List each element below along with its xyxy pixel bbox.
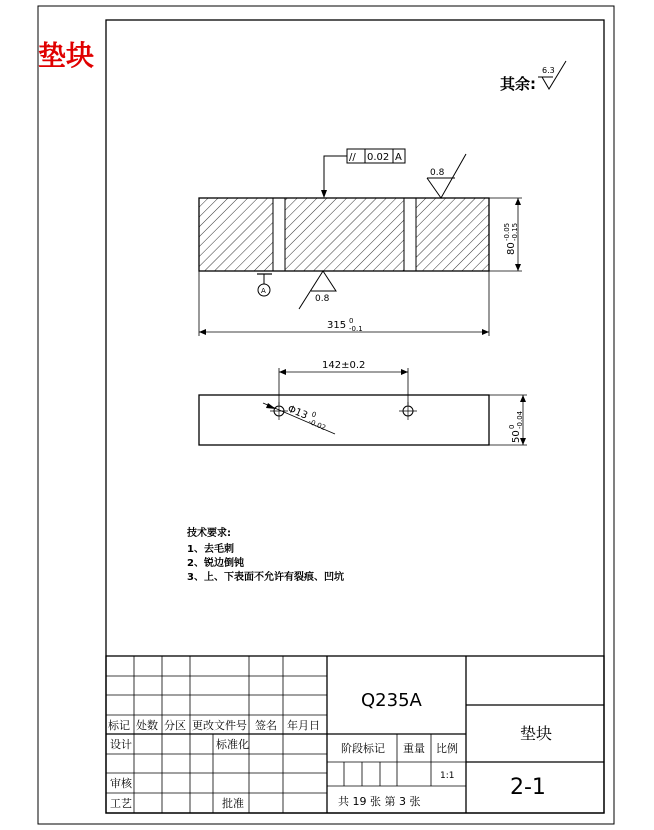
dim-hole-dia-nominal: Φ13 xyxy=(285,403,310,422)
title-block-text xyxy=(108,690,552,810)
tb-ratio: 比例 xyxy=(436,742,458,755)
top-view xyxy=(199,395,489,445)
hole-section-left xyxy=(273,198,285,271)
tech-req-item-3: 3、上、下表面不允许有裂痕、凹坑 xyxy=(187,572,344,583)
dim-length-nominal: 315 xyxy=(327,320,347,331)
dim-height-upper: -0.05 xyxy=(503,222,511,241)
dim-height-nominal: 80 xyxy=(506,242,517,255)
tb-review: 审核 xyxy=(110,777,132,790)
tb-part-name: 垫块 xyxy=(520,724,553,743)
roughness-top xyxy=(427,154,466,198)
tb-weight: 重量 xyxy=(403,742,425,755)
tb-scale: 1:1 xyxy=(440,771,455,781)
hole-section-right xyxy=(404,198,416,271)
dim-hole-dia-lower: -0.02 xyxy=(307,417,327,433)
dim-width-lower: -0.04 xyxy=(516,410,524,429)
roughness-note-value: 6.3 xyxy=(542,66,555,75)
dim-hole-dia xyxy=(263,401,335,434)
datum-a-symbol xyxy=(257,274,272,296)
tb-design: 设计 xyxy=(110,738,132,751)
roughness-bottom-value: 0.8 xyxy=(315,294,330,304)
tb-material: Q235A xyxy=(361,690,422,711)
inner-frame xyxy=(106,20,604,813)
datum-a-label: A xyxy=(261,287,266,295)
dim-height-lower: -0.15 xyxy=(511,222,519,241)
tb-process: 工艺 xyxy=(110,797,132,810)
dim-width-upper: 0 xyxy=(508,424,516,429)
roughness-note-label: 其余: xyxy=(500,75,536,93)
dim-length xyxy=(199,271,489,336)
flatness-datum: A xyxy=(395,152,402,163)
tb-sheets: 共 19 张 第 3 张 xyxy=(338,795,421,808)
tech-req-item-1: 1、去毛刺 xyxy=(187,544,234,555)
tb-drawing-no: 2-1 xyxy=(510,775,546,800)
flatness-callout xyxy=(321,149,405,198)
tb-stage-mark: 阶段标记 xyxy=(341,742,385,755)
front-view xyxy=(199,198,489,271)
corner-part-name: 垫块 xyxy=(38,39,95,72)
tb-standardize: 标准化 xyxy=(216,738,249,751)
roughness-note xyxy=(500,61,566,93)
tech-requirements xyxy=(186,526,344,583)
dim-width-nominal: 50 xyxy=(511,430,522,443)
dim-hole-spacing xyxy=(279,360,408,405)
dim-hole-dia-upper: 0 xyxy=(310,410,318,420)
flatness-symbol: // xyxy=(349,152,356,163)
dim-height xyxy=(489,198,522,271)
tech-req-title: 技术要求: xyxy=(187,528,231,539)
tb-header-change-doc: 更改文件号 xyxy=(192,719,247,732)
tech-req-item-2: 2、锐边倒钝 xyxy=(187,558,244,569)
tb-header-date: 年月日 xyxy=(287,719,320,732)
roughness-top-value: 0.8 xyxy=(430,168,445,178)
outer-border xyxy=(38,6,614,824)
flatness-value: 0.02 xyxy=(367,152,390,163)
roughness-bottom xyxy=(299,271,336,309)
dim-width xyxy=(489,395,527,445)
leader-arrow-icon xyxy=(321,190,327,198)
tb-approve: 批准 xyxy=(222,797,244,810)
tb-header-mark: 标记 xyxy=(108,719,130,732)
dim-length-upper: 0 xyxy=(349,317,354,325)
dim-length-lower: -0.1 xyxy=(349,325,363,333)
tb-header-count: 处数 xyxy=(136,719,158,732)
tb-header-signature: 签名 xyxy=(255,719,277,732)
dim-hole-spacing-value: 142±0.2 xyxy=(322,360,366,371)
tb-header-zone: 分区 xyxy=(164,719,186,732)
